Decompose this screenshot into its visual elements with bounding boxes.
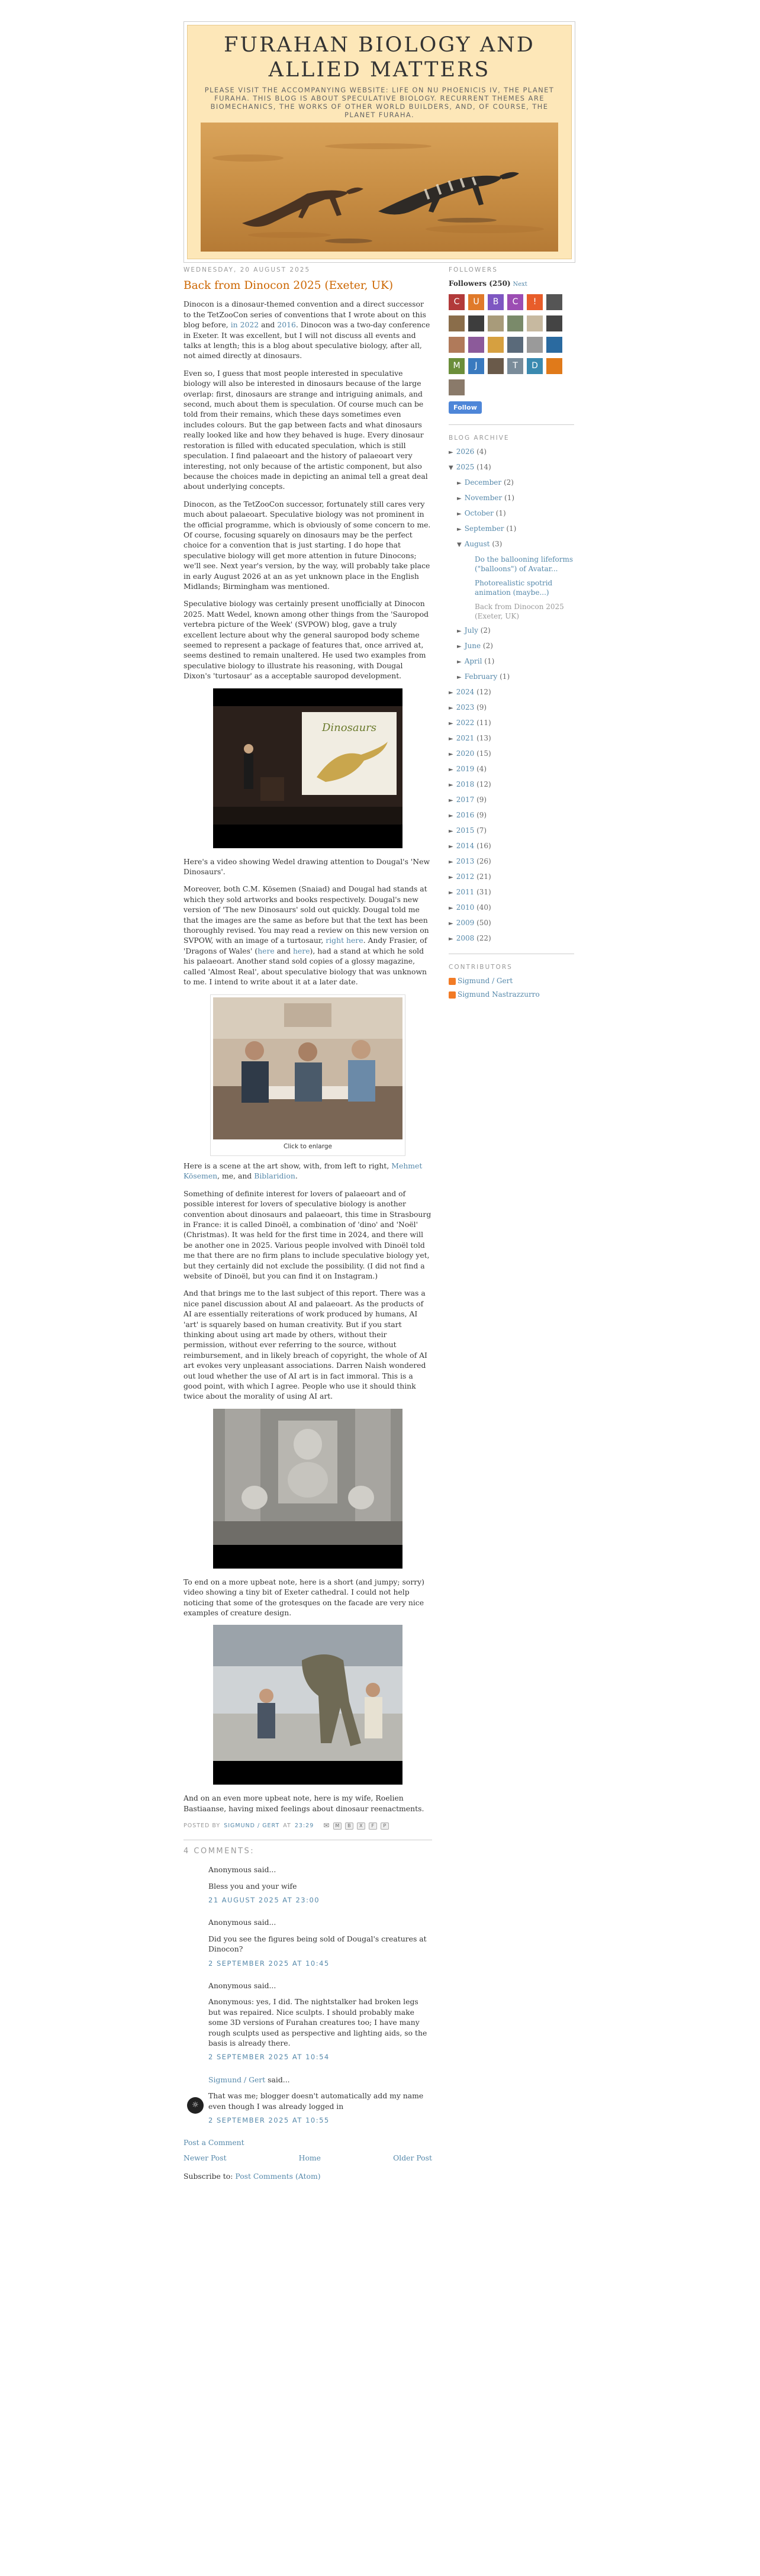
- archive-month: [457, 672, 574, 682]
- expand-arrow-icon[interactable]: ►: [449, 797, 453, 804]
- archive-count: (1): [484, 657, 495, 665]
- post-paragraph: And that brings me to the last subject of this report. There was a nice panel discussion about AI and palaeoart. As the products of AI are essentially reiterations of work produced by humans, AI 'art' is squarely based on human creativity. But if you start thinking about using art made by others, without their permission, without ever referring to the source, without reimbursement, and in likely breach of copyright, the whole of AI art evokes very unpleasant associations. Darren Naish wondered out loud whether the use of AI art is in fact immoral. This is a good point, with which I agree. People who use it should think twice about the morality of using AI art.: [183, 1289, 427, 1401]
- link-2016[interactable]: 2016: [277, 320, 296, 330]
- comments-heading: 4 COMMENTS:: [183, 1846, 255, 1856]
- commenter-avatar-icon[interactable]: ☼: [187, 2097, 204, 2114]
- archive-post-link[interactable]: Photorealistic spotrid animation (maybe...): [475, 579, 553, 597]
- comment-body: That was me; blogger doesn't automatically add my name even though I was already logged in: [208, 2091, 424, 2111]
- link-here-1[interactable]: here: [257, 946, 275, 955]
- expand-arrow-icon[interactable]: ►: [449, 874, 453, 881]
- expand-arrow-icon[interactable]: ►: [457, 495, 462, 502]
- archive-heading: BLOG ARCHIVE: [449, 434, 510, 442]
- follower-avatar[interactable]: [488, 337, 504, 353]
- follow-button[interactable]: Follow: [449, 401, 482, 414]
- follower-avatar[interactable]: [449, 337, 465, 353]
- archive-count: (16): [476, 842, 491, 850]
- link-mehmet-kosemen[interactable]: Mehmet Kösemen: [183, 1161, 423, 1181]
- archive-year: [449, 780, 574, 790]
- text: . Andy Frasier, of 'Dragons of Wales' (: [183, 936, 427, 955]
- text: .: [295, 1171, 298, 1181]
- archive-count: (26): [476, 857, 491, 865]
- archive-count: (2): [482, 642, 493, 650]
- archive-post-selected: Back from Dinocon 2025 (Exeter, UK): [475, 603, 564, 620]
- blog-title[interactable]: FURAHAN BIOLOGY AND ALLIED MATTERS: [224, 33, 535, 82]
- share-facebook-icon[interactable]: F: [369, 1822, 377, 1830]
- follower-avatar[interactable]: [507, 315, 523, 331]
- expand-arrow-icon[interactable]: ►: [457, 628, 462, 635]
- archive-year: [449, 703, 574, 713]
- collapse-arrow-icon[interactable]: ▼: [457, 542, 462, 548]
- blogthis-icon[interactable]: B: [345, 1822, 353, 1830]
- archive-month: [457, 493, 574, 504]
- archive-year-link[interactable]: 2008: [456, 934, 475, 942]
- blog-description: PLEASE VISIT THE ACCOMPANYING WEBSITE: LIFE ON NU PHOENICIS IV, THE PLANET FURAHA. THIS BLOG IS ABOUT SPECULATIVE BIOLOGY. RECURRENT THEMES ARE BIOMECHANICS, THE WORKS OF OTHER WORLD BUILDERS, AND, OF COURSE, THE PLANET FURAHA.: [204, 86, 555, 119]
- archive-year-link[interactable]: 2024: [456, 688, 475, 696]
- archive-count: (12): [476, 688, 491, 696]
- expand-arrow-icon[interactable]: ►: [449, 449, 453, 456]
- blog-header: [187, 25, 572, 259]
- expand-arrow-icon[interactable]: ►: [449, 905, 453, 912]
- text: Here is a scene at the art show, with, from left to right,: [183, 1161, 389, 1170]
- contributor-item: [449, 976, 574, 986]
- comment-author-link[interactable]: Sigmund / Gert: [208, 2075, 266, 2084]
- archive-count: (4): [476, 765, 487, 773]
- archive-year-link[interactable]: 2022: [456, 719, 475, 727]
- archive-post: [475, 578, 574, 597]
- archive-year-link[interactable]: 2020: [456, 749, 475, 758]
- archive-month: [457, 478, 574, 488]
- comment-body: Bless you and your wife: [208, 1881, 297, 1891]
- archive-year: [449, 872, 574, 883]
- contributor-link[interactable]: Sigmund / Gert: [458, 977, 513, 985]
- follower-avatar[interactable]: J: [468, 358, 484, 374]
- expand-arrow-icon[interactable]: ►: [449, 705, 453, 711]
- archive-month-link[interactable]: December: [464, 478, 502, 487]
- post-paragraph: Here's a video showing Wedel drawing attention to Dougal's 'New Dinosaurs'.: [183, 856, 430, 877]
- post-paragraph: Dinocon, as the TetZooCon successor, fortunately still cares very much about palaeoart. Speculative biology was not prominent in the official programme, which is obviously of some concern to me. Of course, focusing squarely on dinosaurs may be the perfect choice for a convention that is just starting. I do hope that speculative biology will get more attention in future Dinocons; we'll see. Next year's version, by the way, will probably take place in early August 2026 at an as yet unknown place in the English Midlands; Birmingham was mentioned.: [183, 499, 431, 591]
- subscribe-label: Subscribe to:: [183, 2172, 233, 2181]
- subscribe-atom-link[interactable]: Post Comments (Atom): [235, 2172, 321, 2181]
- follower-avatar[interactable]: U: [468, 294, 484, 310]
- expand-arrow-icon[interactable]: ►: [449, 720, 453, 727]
- archive-year-link[interactable]: 2014: [456, 842, 475, 850]
- archive-count: (1): [495, 509, 506, 517]
- comment-body: Anonymous: yes, I did. The nightstalker had broken legs but was repaired. Nice sculpts. I should probably make some 3D versions of Furahan creatures too; I have many rough sculpts used as perspective and lighting aids, so the basis is already there.: [208, 1997, 427, 2047]
- follower-avatar[interactable]: [546, 294, 562, 310]
- follower-avatar[interactable]: [468, 315, 484, 331]
- comment-timestamp[interactable]: 2 SEPTEMBER 2025 AT 10:54: [208, 2053, 330, 2062]
- archive-year: [449, 795, 574, 806]
- expand-arrow-icon[interactable]: ►: [449, 782, 453, 788]
- archive-year: [449, 918, 574, 929]
- archive-year-link[interactable]: 2016: [456, 811, 475, 819]
- follower-avatars: [449, 294, 574, 395]
- archive-year: [449, 687, 574, 698]
- video-exeter-cathedral[interactable]: [213, 1409, 402, 1569]
- followers-count: [449, 279, 574, 289]
- expand-arrow-icon[interactable]: ►: [449, 767, 453, 773]
- image-with-caption: [210, 994, 405, 1156]
- archive-month-link[interactable]: September: [464, 524, 504, 533]
- post-author-link[interactable]: SIGMUND / GERT: [224, 1822, 280, 1830]
- archive-year-link[interactable]: 2009: [456, 919, 475, 927]
- archive-count: (40): [476, 903, 491, 912]
- expand-arrow-icon[interactable]: ►: [449, 936, 453, 942]
- archive-count: (1): [506, 524, 517, 533]
- archive-year: [449, 856, 574, 867]
- follower-avatar[interactable]: [449, 315, 465, 331]
- post-footer: [183, 1821, 432, 1831]
- follower-avatar[interactable]: [449, 379, 465, 395]
- post-paragraph: [183, 884, 432, 987]
- archive-count: (2): [480, 626, 491, 635]
- expand-arrow-icon[interactable]: ►: [449, 736, 453, 742]
- text: . Dinocon was a two-day conference in Exeter. It was excellent, but I will not discuss all events and talks at length; this is a blog about speculative biology, after all, not aimed directly at dinosaurs.: [183, 320, 430, 360]
- archive-year: [449, 903, 574, 913]
- home-link[interactable]: Home: [298, 2153, 321, 2162]
- expand-arrow-icon[interactable]: ►: [449, 813, 453, 819]
- comment-timestamp[interactable]: 2 SEPTEMBER 2025 AT 10:55: [208, 2116, 330, 2124]
- comment-item: [192, 2075, 432, 2126]
- expand-arrow-icon[interactable]: ►: [449, 859, 453, 865]
- archive-count: (12): [476, 780, 491, 788]
- link-right-here[interactable]: right here: [326, 936, 363, 945]
- archive-year-link[interactable]: 2012: [456, 872, 475, 881]
- expand-arrow-icon[interactable]: ►: [449, 843, 453, 850]
- archive-year-link[interactable]: 2023: [456, 703, 475, 711]
- comment-item: [208, 1917, 432, 1969]
- archive-count: (1): [500, 672, 510, 681]
- expand-arrow-icon[interactable]: ►: [457, 643, 462, 650]
- header-frame: [183, 21, 575, 263]
- share-x-icon[interactable]: X: [357, 1822, 365, 1830]
- archive-year-link[interactable]: 2010: [456, 903, 475, 912]
- follower-avatar[interactable]: [468, 337, 484, 353]
- text: ), had a stand at which he sold his palaeoart. Another stand sold copies of a glossy magazine, called 'Almost Real', about speculative biology that was unknown to me. I intend to write about it at a later date.: [183, 946, 427, 987]
- archive-count: (2): [503, 478, 514, 487]
- followers-label: Followers (250): [449, 279, 511, 288]
- comment-item: [208, 1865, 432, 1905]
- blog-pager: [183, 2153, 432, 2163]
- archive-year-link[interactable]: 2015: [456, 826, 475, 835]
- comment-author: [208, 2075, 432, 2085]
- followers-heading: FOLLOWERS: [449, 266, 498, 273]
- archive-count: (50): [476, 919, 491, 927]
- follower-avatar[interactable]: [488, 315, 504, 331]
- posted-by-label: POSTED BY: [183, 1822, 221, 1830]
- comment-item: [208, 1981, 432, 2063]
- expand-arrow-icon[interactable]: ►: [449, 690, 453, 696]
- archive-year-link[interactable]: 2019: [456, 765, 475, 773]
- archive-month: [457, 539, 574, 550]
- comment-author: Anonymous said...: [208, 1918, 276, 1927]
- archive-year: [449, 733, 574, 744]
- expand-arrow-icon[interactable]: ►: [449, 890, 453, 896]
- text: and: [261, 320, 275, 330]
- follower-avatar[interactable]: [527, 337, 543, 353]
- blogger-profile-icon: [449, 991, 456, 999]
- archive-count: (14): [476, 463, 491, 471]
- at-label: AT: [283, 1822, 291, 1830]
- post-comment-link[interactable]: Post a Comment: [183, 2138, 244, 2147]
- archive-year: [449, 764, 574, 775]
- post-paragraph: [183, 299, 432, 360]
- archive-list: [449, 447, 574, 944]
- expand-arrow-icon[interactable]: ►: [449, 920, 453, 927]
- video-dinosaur-reenactment[interactable]: [213, 1625, 402, 1785]
- follower-avatar[interactable]: [546, 315, 562, 331]
- link-biblaridion[interactable]: Biblaridion: [254, 1171, 295, 1181]
- expand-arrow-icon[interactable]: ►: [449, 751, 453, 758]
- text: , me, and: [217, 1171, 252, 1181]
- archive-year: [449, 447, 574, 458]
- post-paragraph: And on an even more upbeat note, here is my wife, Roelien Bastiaanse, having mixed feelings about dinosaur reenactments.: [183, 1793, 424, 1813]
- main-column: [183, 265, 432, 2182]
- follower-avatar[interactable]: [507, 337, 523, 353]
- archive-year-link[interactable]: 2025: [456, 463, 475, 471]
- newer-post-link[interactable]: Newer Post: [183, 2153, 227, 2162]
- comments-list: [183, 1865, 432, 2126]
- follower-avatar[interactable]: [488, 358, 504, 374]
- older-post-link[interactable]: Older Post: [393, 2153, 432, 2162]
- link-here-2[interactable]: here: [292, 946, 310, 955]
- email-this-icon[interactable]: M: [333, 1822, 342, 1830]
- sidebar-divider: [449, 424, 574, 425]
- slide-title: Dinosaurs: [321, 721, 377, 734]
- archive-count: (11): [476, 719, 491, 727]
- contributor-item: [449, 990, 574, 1000]
- comment-author: Anonymous said...: [208, 1981, 276, 1990]
- text: Dinocon is a dinosaur-themed convention and a direct successor to the TetZooCon series of conventions that I wrote about on this blog before,: [183, 300, 426, 330]
- follower-avatar[interactable]: C: [507, 294, 523, 310]
- archive-year: [449, 887, 574, 898]
- blogger-profile-icon: [449, 978, 456, 985]
- video-wedel-lecture[interactable]: [213, 688, 402, 848]
- collapse-arrow-icon[interactable]: ▼: [449, 465, 453, 471]
- archive-month: [457, 524, 574, 534]
- followers-next-link[interactable]: Next: [513, 281, 527, 288]
- archive-month: [457, 656, 574, 667]
- post-title[interactable]: Back from Dinocon 2025 (Exeter, UK): [183, 279, 394, 292]
- archive-year: [449, 933, 574, 944]
- comment-author: Anonymous said...: [208, 1865, 276, 1875]
- contributors-heading: CONTRIBUTORS: [449, 964, 513, 971]
- post-body: [183, 299, 432, 1814]
- expand-arrow-icon[interactable]: ►: [457, 674, 462, 681]
- post-paragraph: [183, 1161, 432, 1181]
- archive-count: (1): [504, 494, 515, 502]
- archive-month: [457, 641, 574, 652]
- post-date: WEDNESDAY, 20 AUGUST 2025: [183, 266, 311, 273]
- archive-post-link[interactable]: Do the ballooning lifeforms ("balloons") of Avatar...: [475, 555, 574, 573]
- follower-avatar[interactable]: [527, 315, 543, 331]
- archive-count: (13): [476, 734, 491, 742]
- archive-month-link[interactable]: July: [464, 626, 478, 635]
- follower-avatar[interactable]: C: [449, 294, 465, 310]
- archive-month-link[interactable]: October: [464, 509, 494, 517]
- archive-count: (31): [476, 888, 491, 896]
- archive-count: (9): [476, 811, 487, 819]
- archive-year: [449, 718, 574, 729]
- archive-year-link[interactable]: 2018: [456, 780, 475, 788]
- subscribe-row: [183, 2171, 432, 2181]
- archive-year-link[interactable]: 2017: [456, 796, 475, 804]
- expand-arrow-icon[interactable]: ►: [457, 659, 462, 665]
- follower-avatar[interactable]: B: [488, 294, 504, 310]
- archive-month-link[interactable]: February: [464, 672, 498, 681]
- archive-month-link[interactable]: June: [464, 642, 481, 650]
- comment-body: Did you see the figures being sold of Dougal's creatures at Dinocon?: [208, 1934, 427, 1954]
- archive-count: (3): [492, 540, 503, 548]
- comment-timestamp[interactable]: 21 AUGUST 2025 AT 23:00: [208, 1895, 320, 1904]
- archive-year-link[interactable]: 2021: [456, 734, 475, 742]
- archive-year: [449, 749, 574, 759]
- post-paragraph: Speculative biology was certainly present unofficially at Dinocon 2025. Matt Wedel, known among other things from the 'Sauropod vertebra picture of the Week' (SVPOW) blog, gave a truly excellent lecture about why the general sauropod body scheme seemed to represent a package of features that, once arrived at, seems destined to remain unaltered. He used two examples from speculative biology to illustrate his reasoning, with Dougal Dixon's 'turtosaur' as a acceptable sauropod development.: [183, 599, 429, 681]
- text: Moreover, both C.M. Kösemen (Snaiad) and Dougal had stands at which they sold artworks and books respectively. Dougal's new version of 'The new Dinosaurs' sold out quickly. Dougal told me that the images are the same as before but that the text has been thoroughly revised. You may read a review on this new version on SVPOW, with an image of a turtosaur,: [183, 884, 429, 945]
- post-paragraph: Something of definite interest for lovers of palaeoart and of possible interest for lovers of speculative biology is another convention about dinosaurs and palaeoart, this time in Strasbourg in France: it is called Dinoël, a combination of 'dino' and 'Noël' (Christmas). It was held for the first time in 2024, and there will be another one in 2025. Various people involved with Dinoël told me that there are no firm plans to include speculative biology yet, but they certainly did not exclude the possibility. (I did not find a website of Dinoël, but you can find it on Instagram.): [183, 1189, 431, 1280]
- follower-avatar[interactable]: M: [449, 358, 465, 374]
- expand-arrow-icon[interactable]: ►: [457, 480, 462, 487]
- follower-avatar[interactable]: !: [527, 294, 543, 310]
- image-caption: Click to enlarge: [284, 1142, 332, 1150]
- archive-count: (4): [476, 447, 487, 456]
- expand-arrow-icon[interactable]: ►: [449, 828, 453, 835]
- archive-count: (7): [476, 826, 487, 835]
- archive-year-link[interactable]: 2026: [456, 447, 475, 456]
- archive-month: [457, 508, 574, 519]
- contributor-link[interactable]: Sigmund Nastrazzurro: [458, 990, 540, 999]
- archive-year: [449, 841, 574, 852]
- archive-count: (21): [476, 872, 491, 881]
- archive-year: [449, 462, 574, 473]
- share-pinterest-icon[interactable]: P: [381, 1822, 389, 1830]
- archive-month-link[interactable]: August: [464, 540, 490, 548]
- post-paragraph: To end on a more upbeat note, here is a short (and jumpy; sorry) video showing a tiny bit of Exeter cathedral. I could not help noticing that some of the grotesques on the facade are very nice examples of creature design.: [183, 1577, 425, 1618]
- comment-author-suffix: said...: [265, 2075, 290, 2084]
- archive-year: [449, 826, 574, 836]
- archive-count: (9): [476, 796, 487, 804]
- archive-year: [449, 810, 574, 821]
- archive-month-link[interactable]: November: [464, 494, 503, 502]
- sidebar: [449, 265, 574, 1003]
- link-2022[interactable]: in 2022: [230, 320, 259, 330]
- post-paragraph: Even so, I guess that most people interested in speculative biology will also be interested in dinosaurs because of the large overlap: first, dinosaurs are strange and intriguing animals, and second, much about them is speculation. Of course much can be told from their remains, which these days sometimes even includes colours. But the gap between facts and what dinosaurs really looked like and how they behaved is huge. Every dinosaur restoration is filled with educated speculation, which is still speculation. I find palaeoart and the history of palaeoart very interesting, not only because of the artistic component, but also because the choices made in depicting an animal tell a great deal about underlying concepts.: [183, 368, 428, 491]
- art-show-photo[interactable]: [213, 997, 402, 1139]
- follower-avatar[interactable]: [546, 337, 562, 353]
- email-post-icon[interactable]: ✉: [323, 1821, 330, 1830]
- archive-year-link[interactable]: 2013: [456, 857, 475, 865]
- expand-arrow-icon[interactable]: ►: [457, 526, 462, 533]
- post-time-link[interactable]: 23:29: [294, 1822, 314, 1830]
- archive-count: (22): [476, 934, 491, 942]
- follower-avatar[interactable]: T: [507, 358, 523, 374]
- expand-arrow-icon[interactable]: ►: [457, 511, 462, 517]
- follower-avatar[interactable]: D: [527, 358, 543, 374]
- archive-month: [457, 626, 574, 636]
- archive-post: [475, 555, 574, 574]
- comment-timestamp[interactable]: 2 SEPTEMBER 2025 AT 10:45: [208, 1959, 330, 1968]
- archive-count: (9): [476, 703, 487, 711]
- header-image: [201, 123, 558, 252]
- text: and: [274, 946, 293, 955]
- archive-year-link[interactable]: 2011: [456, 888, 475, 896]
- archive-month-link[interactable]: April: [464, 657, 482, 665]
- archive-count: (15): [476, 749, 491, 758]
- follower-avatar[interactable]: [546, 358, 562, 374]
